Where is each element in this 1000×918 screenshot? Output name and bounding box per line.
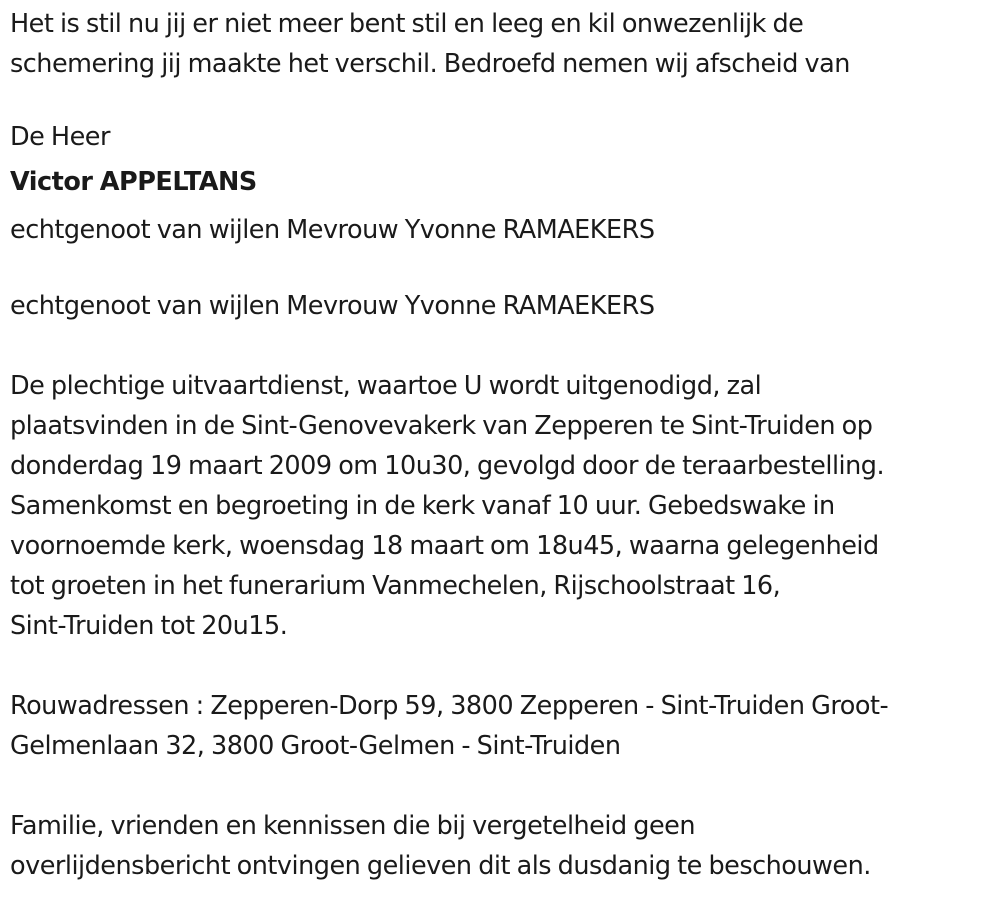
salutation: De Heer bbox=[10, 122, 110, 152]
spacer bbox=[10, 326, 995, 366]
spacer bbox=[10, 254, 995, 286]
addresses-paragraph bbox=[10, 686, 995, 766]
intro-line: Het is stil nu jij er niet meer bent stil en leeg en kil onwezenlijk de bbox=[10, 9, 804, 39]
closing-line: Familie, vrienden en kennissen die bij vergetelheid geen bbox=[10, 811, 695, 841]
obituary-document bbox=[10, 4, 995, 886]
ceremony-line: Sint-Truiden tot 20u15. bbox=[10, 611, 288, 641]
ceremony-paragraph bbox=[10, 366, 995, 646]
address-line: Rouwadressen : Zepperen-Dorp 59, 3800 Zepperen - Sint-Truiden Groot- bbox=[10, 691, 889, 721]
address-line: Gelmenlaan 32, 3800 Groot-Gelmen - Sint-Truiden bbox=[10, 731, 621, 761]
ceremony-line: De plechtige uitvaartdienst, waartoe U wordt uitgenodigd, zal bbox=[10, 371, 762, 401]
ceremony-line: plaatsvinden in de Sint-Genovevakerk van Zepperen te Sint-Truiden op bbox=[10, 411, 873, 441]
ceremony-line: Samenkomst en begroeting in de kerk vanaf 10 uur. Gebedswake in bbox=[10, 491, 835, 521]
spouse-line: echtgenoot van wijlen Mevrouw Yvonne RAMAEKERS bbox=[10, 215, 655, 245]
ceremony-line: voornoemde kerk, woensdag 18 maart om 18u45, waarna gelegenheid bbox=[10, 531, 879, 561]
ceremony-line: donderdag 19 maart 2009 om 10u30, gevolgd door de teraarbestelling. bbox=[10, 451, 885, 481]
ceremony-line: tot groeten in het funerarium Vanmechelen, Rijschoolstraat 16, bbox=[10, 571, 781, 601]
closing-paragraph bbox=[10, 806, 995, 886]
spouse-line-repeat: echtgenoot van wijlen Mevrouw Yvonne RAMAEKERS bbox=[10, 291, 655, 321]
spacer bbox=[10, 766, 995, 806]
closing-line: overlijdensbericht ontvingen gelieven dit als dusdanig te beschouwen. bbox=[10, 851, 871, 881]
deceased-name: Victor APPELTANS bbox=[10, 167, 257, 197]
spacer bbox=[10, 84, 995, 116]
intro-line: schemering jij maakte het verschil. Bedroefd nemen wij afscheid van bbox=[10, 49, 850, 79]
intro-paragraph bbox=[10, 4, 995, 84]
spacer bbox=[10, 646, 995, 686]
